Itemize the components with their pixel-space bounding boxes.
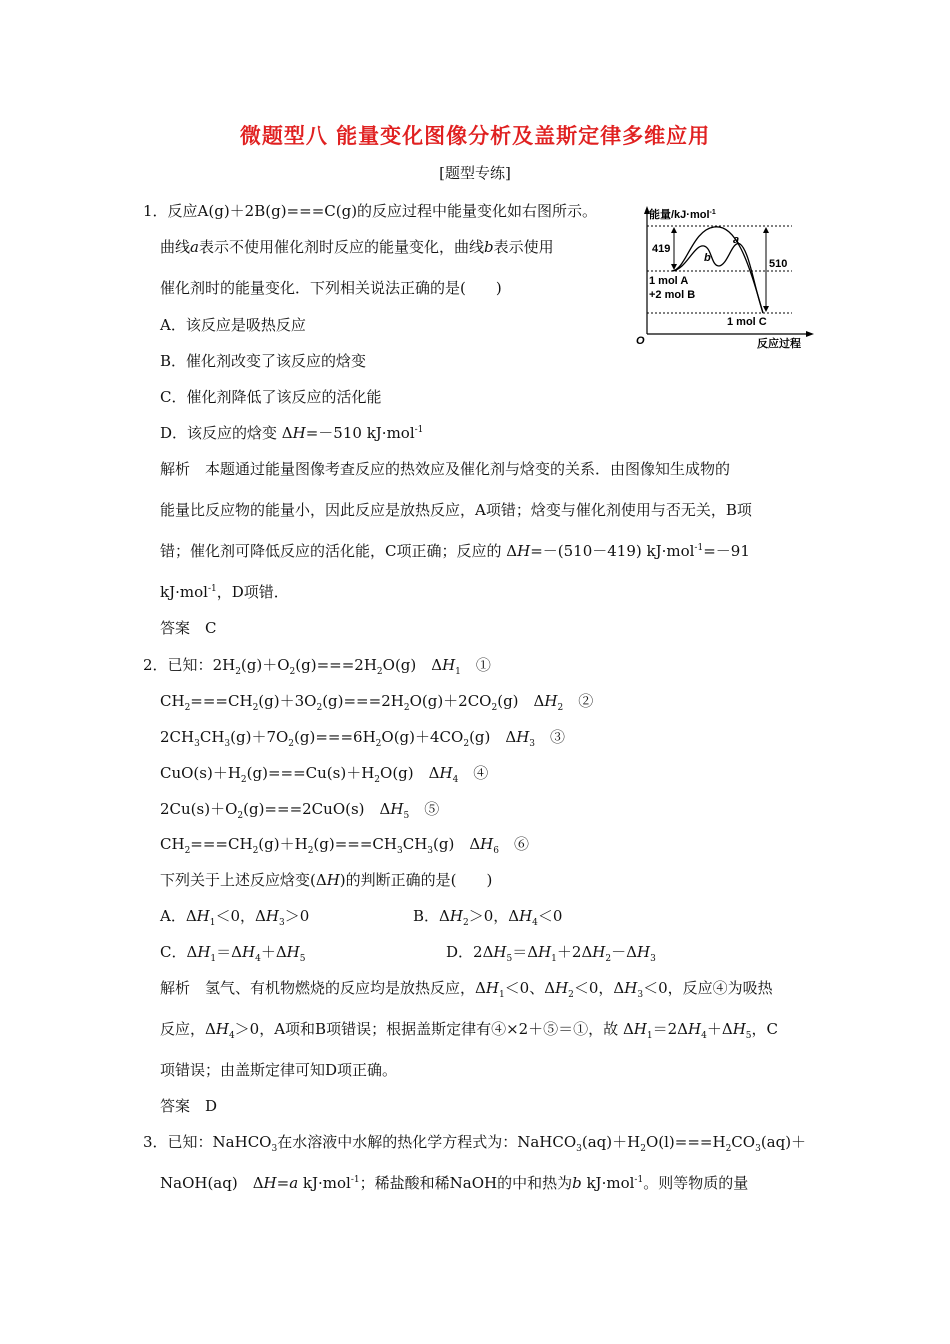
- q2-eq6: $CH_2===CH_2(g)+H_2(g)===CH_3CH_3(g)$ $\Delta H_6$ ⑥: [160, 835, 530, 856]
- origin-label: O: [636, 335, 645, 347]
- x-axis-arrow: [806, 331, 814, 337]
- q3-number: 3．: [143, 1133, 168, 1151]
- q2-eq3: $2CH_3CH_3(g)+7O_2(g)===6H_2O(g)+4CO_2(g)$ $\Delta H_3$ ③: [160, 728, 566, 749]
- product-label: 1 mol C: [727, 316, 767, 328]
- curve-b-label: b: [704, 252, 711, 264]
- q2-number: 2．: [143, 656, 168, 674]
- reactant-label-line2: +2 mol B: [649, 289, 696, 301]
- q2-analysis-line1: 解析 氢气、有机物燃烧的反应均是放热反应，$\Delta H_1<0$、$\Delta H_2<0$，$\Delta H_3<0$，反应④为吸热: [160, 979, 773, 1000]
- x-axis-label: 反应过程: [757, 338, 801, 350]
- q1-number: 1．: [143, 202, 168, 220]
- section-subtitle: [题型专练]: [439, 164, 511, 182]
- q2-question: 下列关于上述反应焓变(ΔH)的判断正确的是( ): [160, 871, 493, 889]
- reactant-label-line1: 1 mol A: [649, 275, 689, 287]
- q2-eq4: $CuO(s)+H_2(g)===Cu(s)+H_2O(g)$ $\Delta H_4$ ④: [160, 764, 489, 785]
- energy-diagram: [630, 200, 820, 355]
- q1-stem-line2: 曲线a表示不使用催化剂时反应的能量变化，曲线b表示使用: [160, 238, 554, 256]
- total-energy-label: 510: [769, 258, 788, 270]
- q2-line-eq1: 2．已知：$2H_2(g)+O_2(g)===2H_2O(g)$ $\Delta H_1$ ①: [143, 656, 491, 677]
- q1-option-b: B．催化剂改变了该反应的焓变: [160, 352, 367, 370]
- q2-analysis-line3: 项错误；由盖斯定律可知D项正确。: [160, 1061, 398, 1079]
- q1-option-d: D．该反应的焓变 ΔH=－510 kJ·mol$^{-1}$: [160, 424, 424, 442]
- q1-analysis-line3: 错；催化剂可降低反应的活化能，C项正确；反应的 ΔH=－(510－419) kJ·mol$^{-1}$=－91: [160, 542, 750, 560]
- y-axis-label: 能量/kJ·mol$^{-1}$: [649, 209, 716, 221]
- q1-analysis-line4: kJ·mol$^{-1}$，D项错．: [160, 583, 289, 601]
- q2-option-c: C．$\Delta H_1=\Delta H_4+\Delta H_5$: [160, 943, 306, 964]
- q3-line1: 3．已知：NaHCO$_3$在水溶液中水解的热化学方程式为：$NaHCO_3(aq)+H_2O(l)===H_2CO_3(aq)+$: [143, 1133, 807, 1154]
- q2-option-a: A．$\Delta H_1<0$，$\Delta H_3>0$: [160, 907, 310, 928]
- q2-eq2: $CH_2===CH_2(g)+3O_2(g)===2H_2O(g)+2CO_2(g)$ $\Delta H_2$ ②: [160, 692, 594, 713]
- curve-a-label: a: [733, 234, 740, 246]
- q2-answer: 答案 D: [160, 1097, 218, 1115]
- q1-option-a: A．该反应是吸热反应: [160, 316, 306, 334]
- q2-analysis-line2: 反应，$\Delta H_4>0$，A项和B项错误；根据盖斯定律有④×2＋⑤＝①，故 $\Delta H_1=2\Delta H_4+\Delta H_5$，C: [160, 1020, 778, 1041]
- q3-line2: NaOH(aq) ΔH=a kJ·mol$^{-1}$；稀盐酸和稀NaOH的中和热为b kJ·mol$^{-1}$。则等物质的量: [160, 1174, 749, 1192]
- activation-energy-label: 419: [652, 243, 671, 255]
- q1-option-c: C．催化剂降低了该反应的活化能: [160, 388, 382, 406]
- q1-stem-line1: 1．反应A(g)＋2B(g)===C(g)的反应过程中能量变化如右图所示。: [143, 202, 598, 220]
- q1-answer: 答案 C: [160, 619, 217, 637]
- q2-option-d: D．$2\Delta H_5=\Delta H_1+2\Delta H_2-\Delta H_3$: [446, 943, 656, 964]
- q1-analysis-line2: 能量比反应物的能量小，因此反应是放热反应，A项错；焓变与催化剂使用与否无关，B项: [160, 501, 752, 519]
- page-title: 微题型八 能量变化图像分析及盖斯定律多维应用: [239, 124, 711, 148]
- q1-stem-line3: 催化剂时的能量变化．下列相关说法正确的是( ): [160, 279, 502, 297]
- q2-option-b: B．$\Delta H_2>0$，$\Delta H_4<0$: [413, 907, 563, 928]
- q1-analysis-line1: 解析 本题通过能量图像考查反应的热效应及催化剂与焓变的关系．由图像知生成物的: [160, 460, 731, 478]
- q2-eq5: $2Cu(s)+O_2(g)===2CuO(s)$ $\Delta H_5$ ⑤: [160, 800, 440, 821]
